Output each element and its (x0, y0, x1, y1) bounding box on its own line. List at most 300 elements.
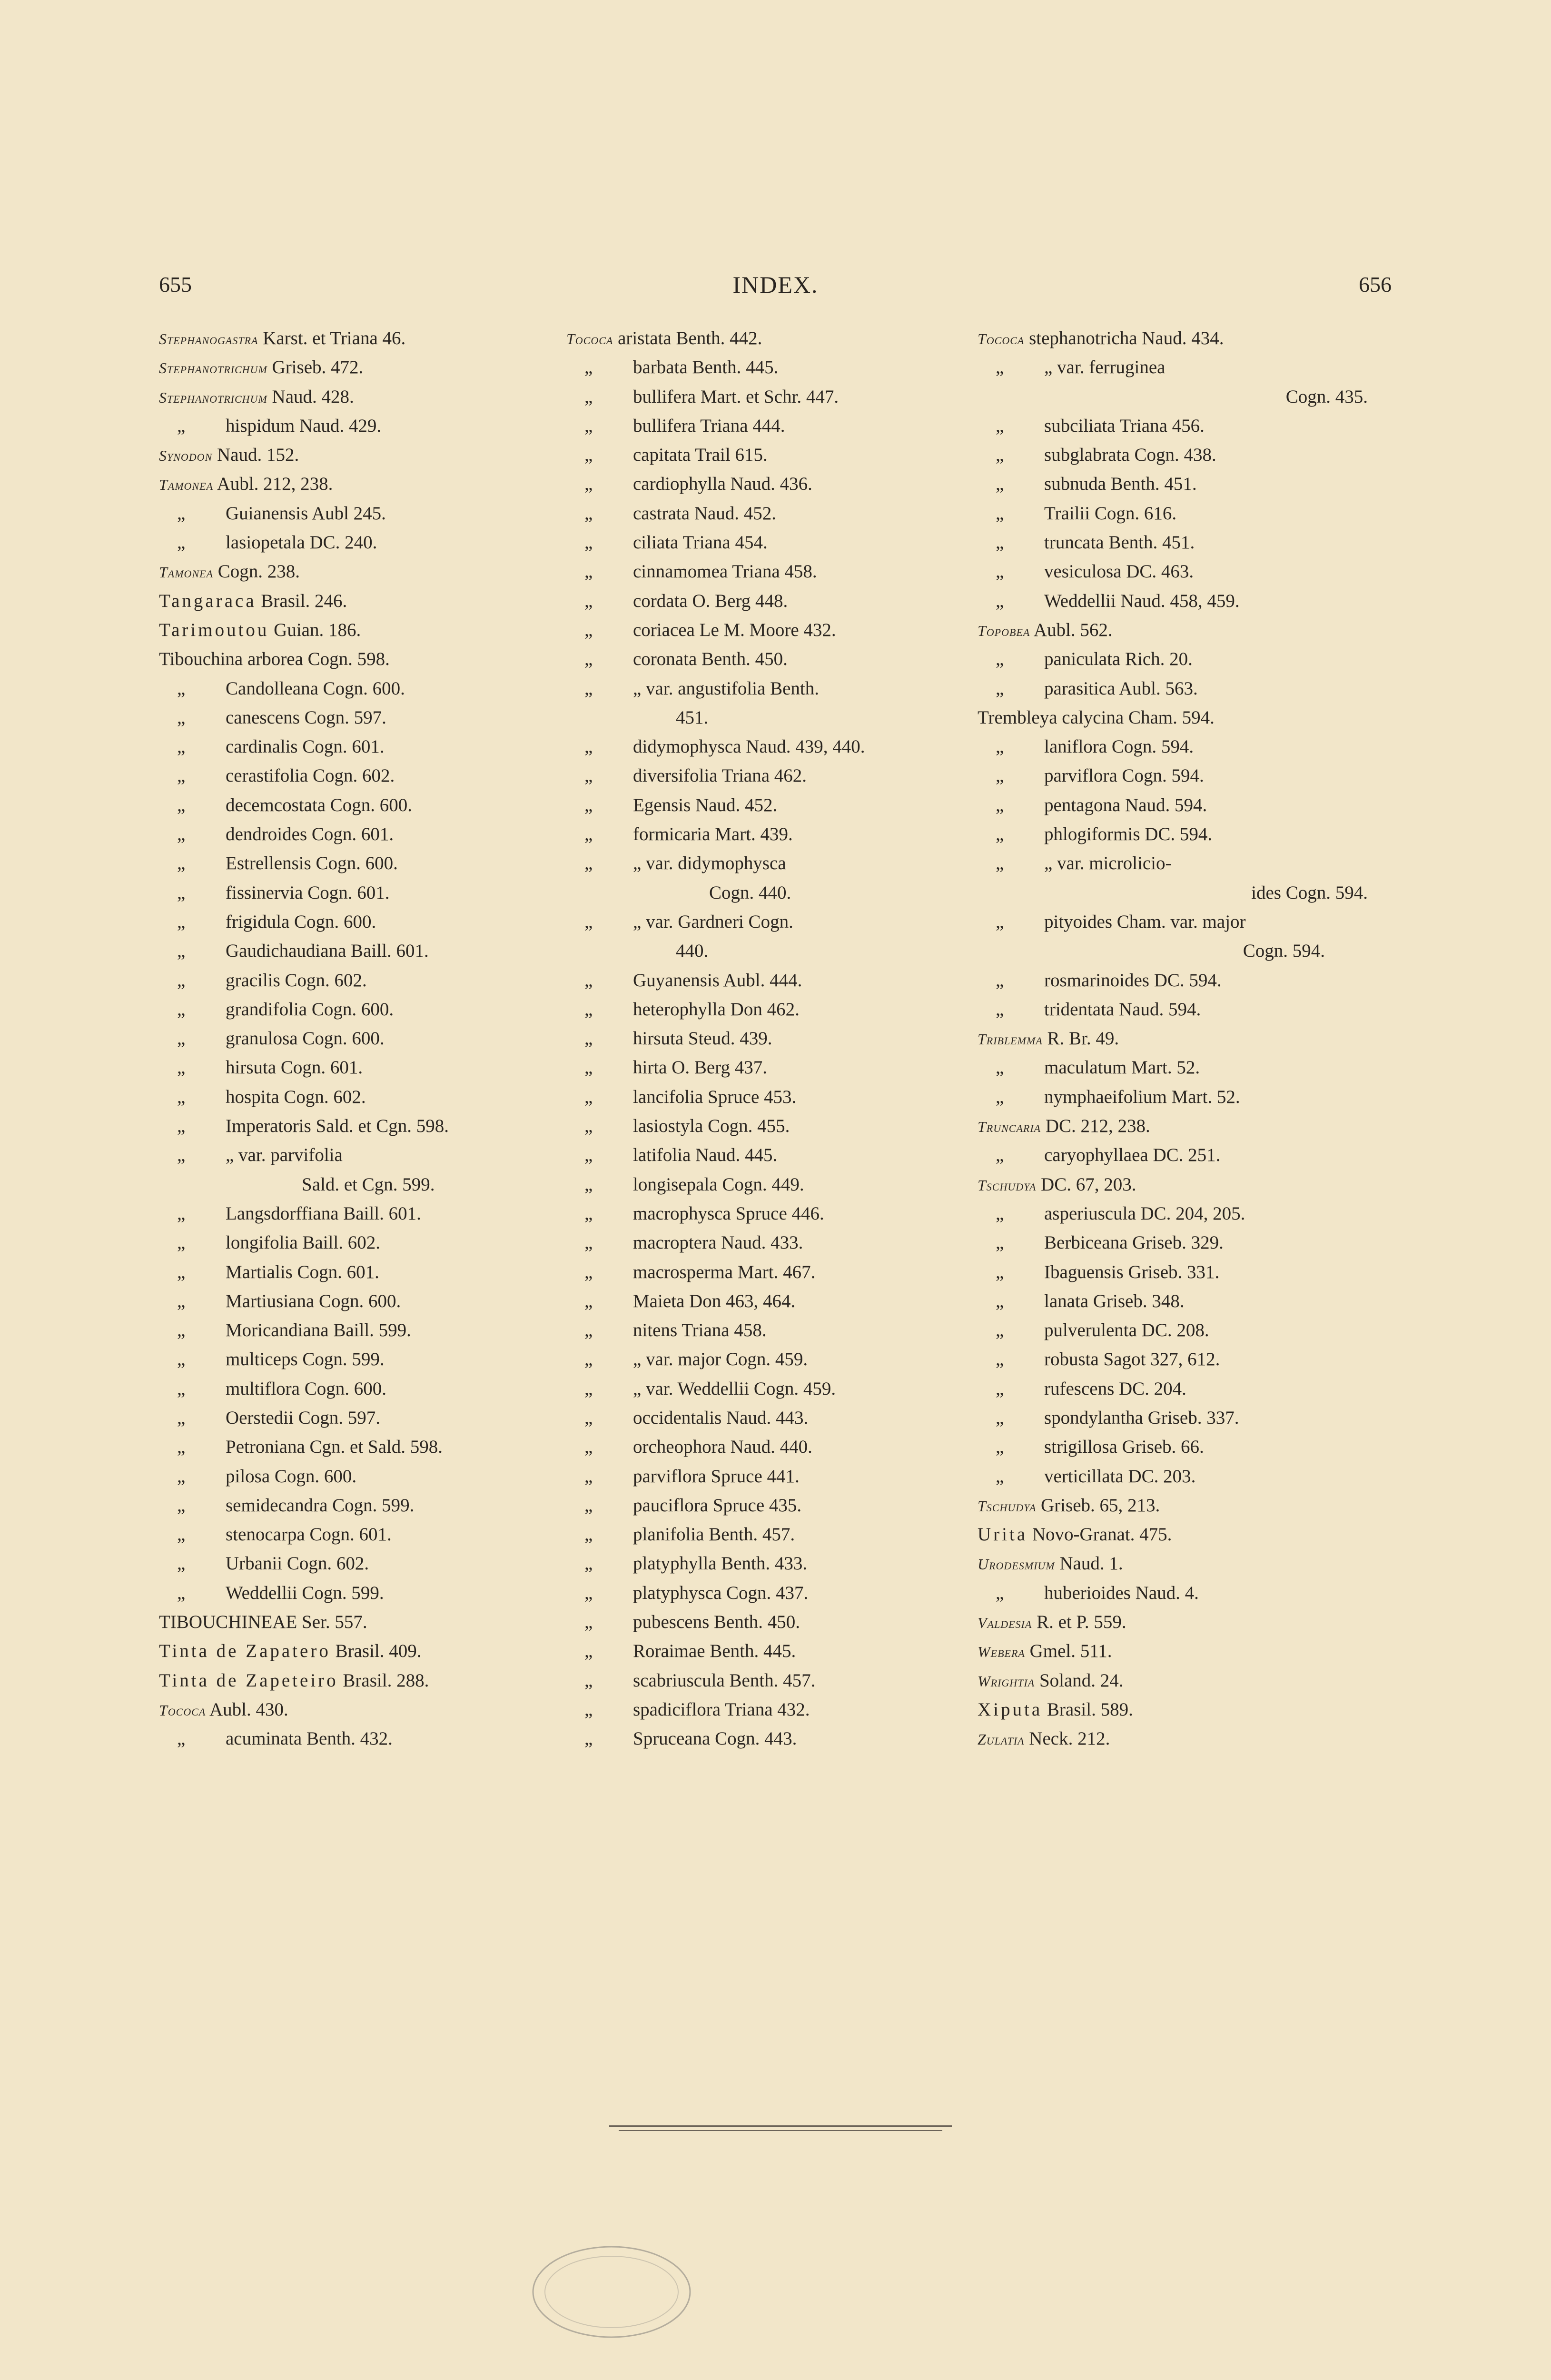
entry-text (1044, 1403, 1239, 1432)
ditto-mark: „ (177, 1582, 186, 1603)
index-entry (978, 732, 1368, 761)
genus-name: Stephanogastra (159, 330, 258, 347)
entry-body: Ibaguensis Griseb. 331. (1044, 1261, 1220, 1282)
entry-text (226, 761, 395, 790)
entry-body: castrata Naud. 452. (633, 503, 777, 524)
entry-text (633, 820, 793, 849)
ditto-mark: „ (996, 1466, 1004, 1487)
entry-text (1044, 411, 1205, 440)
entry-text (633, 1491, 801, 1520)
entry-body: R. et P. 559. (1032, 1612, 1126, 1633)
index-entry (159, 615, 540, 645)
entry-body: diversifolia Triana 462. (633, 765, 807, 786)
entry-body: lanata Griseb. 348. (1044, 1290, 1185, 1311)
index-entry (978, 1695, 1368, 1724)
index-entry (978, 761, 1368, 790)
index-entry (566, 1432, 938, 1461)
index-entry (978, 791, 1368, 820)
entry-text (1251, 878, 1368, 907)
entry-text (1044, 1316, 1209, 1345)
entry-body: robusta Sagot 327, 612. (1044, 1349, 1220, 1370)
entry-body: pentagona Naud. 594. (1044, 794, 1207, 815)
entry-text (1044, 1578, 1199, 1607)
entry-text (978, 1520, 1172, 1549)
entry-text (978, 1636, 1112, 1666)
entry-text (633, 1287, 795, 1316)
index-entry (159, 411, 540, 440)
entry-body: Karst. et Triana 46. (258, 328, 406, 348)
page-title: INDEX. (732, 271, 819, 298)
entry-body: DC. 212, 238. (1041, 1116, 1150, 1137)
entry-body: gracilis Cogn. 602. (226, 970, 367, 991)
index-entry (978, 469, 1368, 498)
entry-text (633, 1462, 800, 1491)
entry-text (1044, 557, 1194, 586)
index-entry (978, 936, 1368, 965)
entry-body: formicaria Mart. 439. (633, 824, 793, 845)
entry-body: acuminata Benth. 432. (226, 1728, 393, 1749)
index-entry (978, 1258, 1368, 1287)
entry-body: hirsuta Cogn. 601. (226, 1057, 363, 1078)
ditto-mark: „ (584, 503, 593, 524)
entry-body: Langsdorffiana Baill. 601. (226, 1203, 421, 1224)
entry-body: cerastifolia Cogn. 602. (226, 765, 395, 786)
entry-text (226, 791, 412, 820)
index-entry (978, 499, 1368, 528)
entry-body: subciliata Triana 456. (1044, 415, 1205, 436)
index-column-3 (978, 324, 1368, 1754)
index-entry (978, 645, 1368, 674)
entry-body: pubescens Benth. 450. (633, 1612, 800, 1633)
entry-body: Aubl. 212, 238. (213, 474, 333, 495)
entry-text (226, 1432, 443, 1461)
genus-name: Tschudya (978, 1497, 1037, 1515)
ditto-mark: „ (177, 1203, 186, 1224)
end-rule (609, 2125, 952, 2127)
index-column-1 (159, 324, 540, 1754)
ditto-mark: „ (584, 1641, 593, 1662)
ditto-mark: „ (177, 911, 186, 932)
index-entry (566, 1111, 938, 1140)
entry-text (226, 1724, 393, 1753)
ditto-mark: „ (584, 794, 593, 815)
index-entry (566, 1578, 938, 1607)
ditto-mark: „ (177, 882, 186, 903)
entry-text (226, 1140, 343, 1170)
index-entry (978, 440, 1368, 469)
index-entry (566, 849, 938, 878)
entry-body: nymphaeifolium Mart. 52. (1044, 1086, 1240, 1107)
index-entry (566, 499, 938, 528)
index-entry (978, 849, 1368, 878)
entry-text (159, 469, 333, 499)
index-entry (159, 324, 540, 353)
entry-text (1044, 732, 1194, 761)
entry-text (226, 1258, 379, 1287)
ditto-mark: „ (584, 1553, 593, 1574)
entry-body: „ var. angustifolia Benth. (633, 678, 819, 699)
entry-body: Guyanensis Aubl. 444. (633, 970, 802, 991)
index-entry (978, 1607, 1368, 1636)
ditto-mark: „ (584, 1466, 593, 1487)
ditto-mark: „ (996, 415, 1004, 436)
entry-body: Brasil. 246. (256, 590, 347, 611)
entry-body: asperiuscula DC. 204, 205. (1044, 1203, 1245, 1224)
entry-text (633, 1520, 795, 1549)
entry-text (633, 499, 776, 528)
entry-text (302, 1170, 435, 1199)
index-entry (978, 1287, 1368, 1316)
ditto-mark: „ (584, 736, 593, 757)
index-entry (159, 528, 540, 557)
entry-body: maculatum Mart. 52. (1044, 1057, 1200, 1078)
entry-body: fissinervia Cogn. 601. (226, 882, 390, 903)
entry-body: Berbiceana Griseb. 329. (1044, 1232, 1224, 1253)
ditto-mark: „ (996, 1232, 1004, 1253)
entry-text (226, 1491, 414, 1520)
entry-text (633, 1432, 812, 1461)
index-entry (159, 1316, 540, 1345)
index-entry (978, 528, 1368, 557)
entry-body: „ var. Gardneri Cogn. (633, 911, 793, 932)
entry-text (159, 1666, 429, 1695)
ditto-mark: „ (584, 619, 593, 640)
index-entry (159, 1345, 540, 1374)
index-entry (566, 528, 938, 557)
genus-name: Webera (978, 1643, 1025, 1661)
genus-name: Tamonea (159, 564, 213, 581)
entry-text (633, 586, 788, 615)
entry-text (633, 645, 788, 674)
index-entry (159, 820, 540, 849)
entry-text (226, 1053, 363, 1082)
entry-text (226, 936, 429, 965)
entry-text (633, 849, 786, 878)
entry-text (1044, 528, 1195, 557)
entry-text (159, 645, 390, 674)
ditto-mark: „ (177, 736, 186, 757)
index-entry (159, 353, 540, 382)
entry-text (159, 586, 347, 615)
index-entry (978, 1374, 1368, 1403)
entry-body: Trailii Cogn. 616. (1044, 503, 1177, 524)
entry-body: platyphysca Cogn. 437. (633, 1582, 809, 1603)
index-entry (566, 1491, 938, 1520)
index-entry (159, 1111, 540, 1140)
ditto-mark: „ (996, 970, 1004, 991)
entry-text (226, 1082, 366, 1111)
entry-text (226, 995, 394, 1024)
entry-text (159, 1695, 288, 1725)
ditto-mark: „ (996, 1203, 1004, 1224)
index-entry (159, 732, 540, 761)
index-entry (978, 411, 1368, 440)
index-entry (978, 557, 1368, 586)
entry-body: coriacea Le M. Moore 432. (633, 619, 836, 640)
ditto-mark: „ (584, 853, 593, 874)
entry-text (978, 324, 1224, 354)
index-entry (159, 1636, 540, 1666)
page-number-left: 655 (159, 272, 192, 297)
index-entry (566, 382, 938, 411)
entry-body: subglabrata Cogn. 438. (1044, 445, 1216, 466)
index-entry (159, 674, 540, 703)
index-entry (566, 1316, 938, 1345)
entry-text (1044, 586, 1240, 615)
ditto-mark: „ (996, 999, 1004, 1020)
index-entry (566, 1287, 938, 1316)
entry-body: Naud. 1. (1055, 1553, 1123, 1574)
vernacular-name: Tinta de Zapeteiro (159, 1670, 338, 1691)
index-entry (159, 1287, 540, 1316)
index-entry (566, 324, 938, 353)
entry-body: pauciflora Spruce 435. (633, 1495, 802, 1516)
ditto-mark: „ (584, 824, 593, 845)
ditto-mark: „ (584, 474, 593, 495)
entry-text (159, 1607, 367, 1636)
entry-body: lancifolia Spruce 453. (633, 1086, 797, 1107)
ditto-mark: „ (996, 853, 1004, 874)
index-entry (159, 1432, 540, 1461)
entry-text (633, 1374, 836, 1403)
genus-name: Stephanotrichum (159, 388, 267, 406)
ditto-mark: „ (177, 853, 186, 874)
ditto-mark: „ (996, 1057, 1004, 1078)
index-entry (978, 1636, 1368, 1666)
entry-body: Brasil. 288. (338, 1670, 429, 1691)
ditto-mark: „ (177, 532, 186, 553)
index-entry (978, 1549, 1368, 1578)
entry-text (226, 411, 381, 440)
entry-text (978, 1607, 1126, 1637)
entry-text (1044, 761, 1204, 790)
entry-body: longifolia Baill. 602. (226, 1232, 380, 1253)
entry-body: Brasil. 589. (1042, 1699, 1133, 1720)
index-entry (566, 1199, 938, 1228)
entry-body: cardiophylla Naud. 436. (633, 474, 812, 495)
entry-body: Soland. 24. (1035, 1670, 1124, 1691)
entry-text (226, 1111, 449, 1140)
entry-text (633, 1316, 767, 1345)
entry-body: granulosa Cogn. 600. (226, 1028, 385, 1049)
entry-body: phlogiformis DC. 594. (1044, 824, 1213, 845)
ditto-mark: „ (584, 1437, 593, 1458)
entry-text (1044, 1228, 1224, 1257)
index-entry (978, 1228, 1368, 1257)
entry-text (226, 820, 394, 849)
index-entry (978, 878, 1368, 907)
index-entry (159, 1170, 540, 1199)
index-entry (978, 703, 1368, 732)
index-entry (159, 1724, 540, 1753)
entry-body: „ var. ferruginea (1044, 357, 1166, 378)
entry-text (1044, 907, 1246, 936)
ditto-mark: „ (584, 1495, 593, 1516)
entry-text (709, 878, 791, 907)
entry-text (159, 324, 405, 354)
entry-body: pityoides Cham. var. major (1044, 911, 1246, 932)
index-entry (566, 615, 938, 645)
index-entry (566, 1724, 938, 1753)
genus-name: Truncaria (978, 1118, 1041, 1136)
index-entry (159, 907, 540, 936)
entry-text (1044, 499, 1176, 528)
index-entry (159, 1403, 540, 1432)
ditto-mark: „ (177, 1320, 186, 1341)
index-entry (566, 995, 938, 1024)
entry-body: Imperatoris Sald. et Cgn. 598. (226, 1116, 449, 1137)
ditto-mark: „ (177, 678, 186, 699)
entry-body: cinnamomea Triana 458. (633, 561, 817, 582)
entry-text (633, 966, 802, 995)
entry-text (1044, 469, 1197, 498)
entry-body: capitata Trail 615. (633, 445, 768, 466)
ditto-mark: „ (584, 1670, 593, 1691)
index-entry (566, 703, 938, 732)
entry-body: „ var. parvifolia (226, 1145, 343, 1166)
index-entry (566, 353, 938, 382)
index-entry (978, 1170, 1368, 1199)
ditto-mark: „ (584, 1145, 593, 1166)
ditto-mark: „ (584, 765, 593, 786)
ditto-mark: „ (996, 678, 1004, 699)
index-entry (978, 1578, 1368, 1607)
entry-body: semidecandra Cogn. 599. (226, 1495, 415, 1516)
genus-name: Stephanotrichum (159, 359, 267, 377)
entry-text (159, 440, 299, 470)
entry-text (226, 966, 367, 995)
index-entry (566, 1140, 938, 1170)
ditto-mark: „ (584, 999, 593, 1020)
ditto-mark: „ (584, 1232, 593, 1253)
index-entry (566, 1170, 938, 1199)
entry-text (633, 1724, 797, 1753)
ditto-mark: „ (584, 1116, 593, 1137)
entry-text (226, 849, 398, 878)
ditto-mark: „ (996, 532, 1004, 553)
entry-text (633, 615, 836, 645)
entry-text (633, 907, 793, 936)
ditto-mark: „ (996, 503, 1004, 524)
index-entry (159, 849, 540, 878)
ditto-mark: „ (177, 1378, 186, 1399)
entry-text (633, 1199, 824, 1228)
entry-text (633, 1140, 777, 1170)
entry-body: occidentalis Naud. 443. (633, 1407, 809, 1428)
entry-text (978, 1491, 1160, 1521)
entry-text (1044, 1345, 1220, 1374)
entry-body: Gmel. 511. (1025, 1641, 1112, 1662)
index-entry (159, 645, 540, 674)
entry-text (978, 703, 1215, 732)
entry-text (633, 1024, 772, 1053)
ditto-mark: „ (996, 1407, 1004, 1428)
entry-body: cordata O. Berg 448. (633, 590, 788, 611)
entry-body: barbata Benth. 445. (633, 357, 779, 378)
entry-text (226, 528, 377, 557)
entry-body: subnuda Benth. 451. (1044, 474, 1197, 495)
entry-text (226, 1287, 401, 1316)
ditto-mark: „ (996, 1320, 1004, 1341)
vernacular-name: Tinta de Zapatero (159, 1641, 331, 1662)
entry-body: Sald. et Cgn. 599. (302, 1174, 435, 1195)
entry-body: hirta O. Berg 437. (633, 1057, 767, 1078)
entry-body: Aubl. 430. (206, 1699, 288, 1720)
index-entry (159, 1520, 540, 1549)
entry-text (1044, 674, 1198, 703)
index-entry (566, 645, 938, 674)
index-entry (978, 1345, 1368, 1374)
index-entry (566, 1345, 938, 1374)
entry-body: „ var. microlicio- (1044, 853, 1172, 874)
entry-body: Novo-Granat. 475. (1027, 1524, 1172, 1545)
index-entry (566, 469, 938, 498)
index-entry (978, 586, 1368, 615)
entry-text (633, 1578, 808, 1607)
entry-body: Urbanii Cogn. 602. (226, 1553, 369, 1574)
index-entry (159, 1199, 540, 1228)
index-entry (159, 1491, 540, 1520)
entry-text (226, 907, 376, 936)
entry-text (978, 1111, 1150, 1141)
entry-body: hirsuta Steud. 439. (633, 1028, 772, 1049)
index-entry (159, 1549, 540, 1578)
ditto-mark: „ (177, 941, 186, 962)
entry-body: bullifera Triana 444. (633, 415, 785, 436)
ditto-mark: „ (177, 1232, 186, 1253)
ditto-mark: „ (584, 445, 593, 466)
index-column-2 (566, 324, 938, 1754)
end-rule-thin (619, 2130, 942, 2131)
genus-name: Topobea (978, 622, 1030, 639)
index-entry (159, 1082, 540, 1111)
entry-body: Martiusiana Cogn. 600. (226, 1290, 401, 1311)
entry-text (1044, 1082, 1240, 1111)
ditto-mark: „ (584, 678, 593, 699)
ditto-mark: „ (996, 590, 1004, 611)
entry-body: Cogn. 440. (709, 882, 791, 903)
entry-body: Naud. 152. (212, 445, 299, 466)
entry-text (226, 1403, 380, 1432)
entry-body: macrosperma Mart. 467. (633, 1261, 816, 1282)
entry-text (633, 528, 768, 557)
entry-body: spondylantha Griseb. 337. (1044, 1407, 1239, 1428)
entry-body: orcheophora Naud. 440. (633, 1437, 812, 1458)
entry-body: Cogn. 594. (1243, 941, 1325, 962)
ditto-mark: „ (177, 794, 186, 815)
entry-text (633, 1607, 800, 1636)
ditto-mark: „ (177, 1261, 186, 1282)
ditto-mark: „ (177, 1145, 186, 1166)
entry-body: Griseb. 65, 213. (1036, 1495, 1160, 1516)
ditto-mark: „ (177, 1349, 186, 1370)
entry-body: Oerstedii Cogn. 597. (226, 1407, 380, 1428)
genus-name: Synodon (159, 447, 213, 465)
index-entry (159, 1374, 540, 1403)
ditto-mark: „ (177, 1466, 186, 1487)
index-entry (978, 1491, 1368, 1520)
entry-text (159, 1636, 422, 1666)
entry-body: multiceps Cogn. 599. (226, 1349, 385, 1370)
index-entry (159, 1024, 540, 1053)
index-entry (159, 1228, 540, 1257)
entry-body: Weddellii Naud. 458, 459. (1044, 590, 1240, 611)
entry-body: Petroniana Cgn. et Sald. 598. (226, 1437, 443, 1458)
entry-body: longisepala Cogn. 449. (633, 1174, 804, 1195)
index-entry (978, 324, 1368, 353)
entry-body: scabriuscula Benth. 457. (633, 1670, 816, 1691)
entry-body: Candolleana Cogn. 600. (226, 678, 405, 699)
